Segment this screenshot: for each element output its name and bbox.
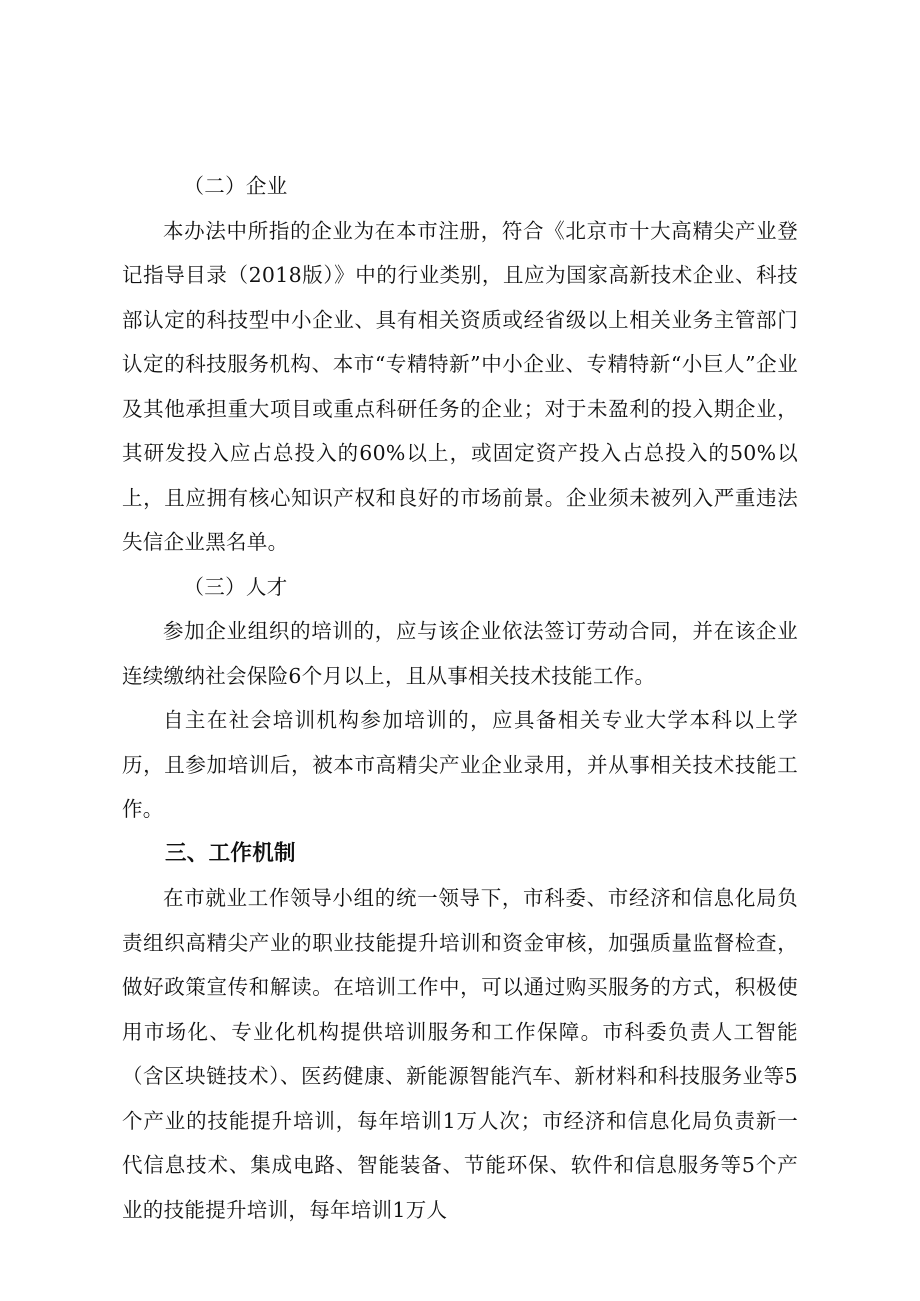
paragraph-mechanism: 在市就业工作领导小组的统一领导下，市科委、市经济和信息化局负责组织高精尖产业的职业技能提升培训和资金审核，加强质量监督检查，做好政策宣传和解读。在培训工作中，可以通过购买服务的方式，积极使用市场化、专业化机构提供培训服务和工作保障。市科委负责人工智能（含区块链技术）、医药健康、新能源智能汽车、新材料和科技服务业等5个产业的技能提升培训，每年培训1万人次；市经济和信息化局负责新一代信息技术、集成电路、智能装备、节能环保、软件和信息服务等5个产业的技能提升培训，每年培训1万人 [122, 886, 798, 1222]
paragraph-enterprise: 本办法中所指的企业为在本市注册，符合《北京市十大高精尖产业登记指导目录（2018版）》中的行业类别，且应为国家高新技术企业、科技部认定的科技型中小企业、具有相关资质或经省级以上相关业务主管部门认定的科技服务机构、本市“专精特新”中小企业、专精特新“小巨人”企业及其他承担重大项目或重点科研任务的企业；对于未盈利的投入期企业，其研发投入应占总投入的60%以上，或固定资产投入占总投入的50%以上，且应拥有核心知识产权和良好的市场前景。企业须未被列入严重违法失信企业黑名单。 [122, 218, 798, 554]
heading-talent: （三）人才 [183, 574, 288, 599]
paragraph-talent-company-training: 参加企业组织的培训的，应与该企业依法签订劳动合同，并在该企业连续缴纳社会保险6个月以上，且从事相关技术技能工作。 [122, 619, 798, 688]
paragraph-talent-self-training: 自主在社会培训机构参加培训的，应具备相关专业大学本科以上学历，且参加培训后，被本市高精尖产业企业录用，并从事相关技术技能工作。 [122, 708, 798, 821]
heading-enterprise: （二）企业 [183, 174, 288, 198]
section-heading-mechanism: 三、工作机制 [165, 840, 296, 866]
document-body [122, 164, 798, 1232]
